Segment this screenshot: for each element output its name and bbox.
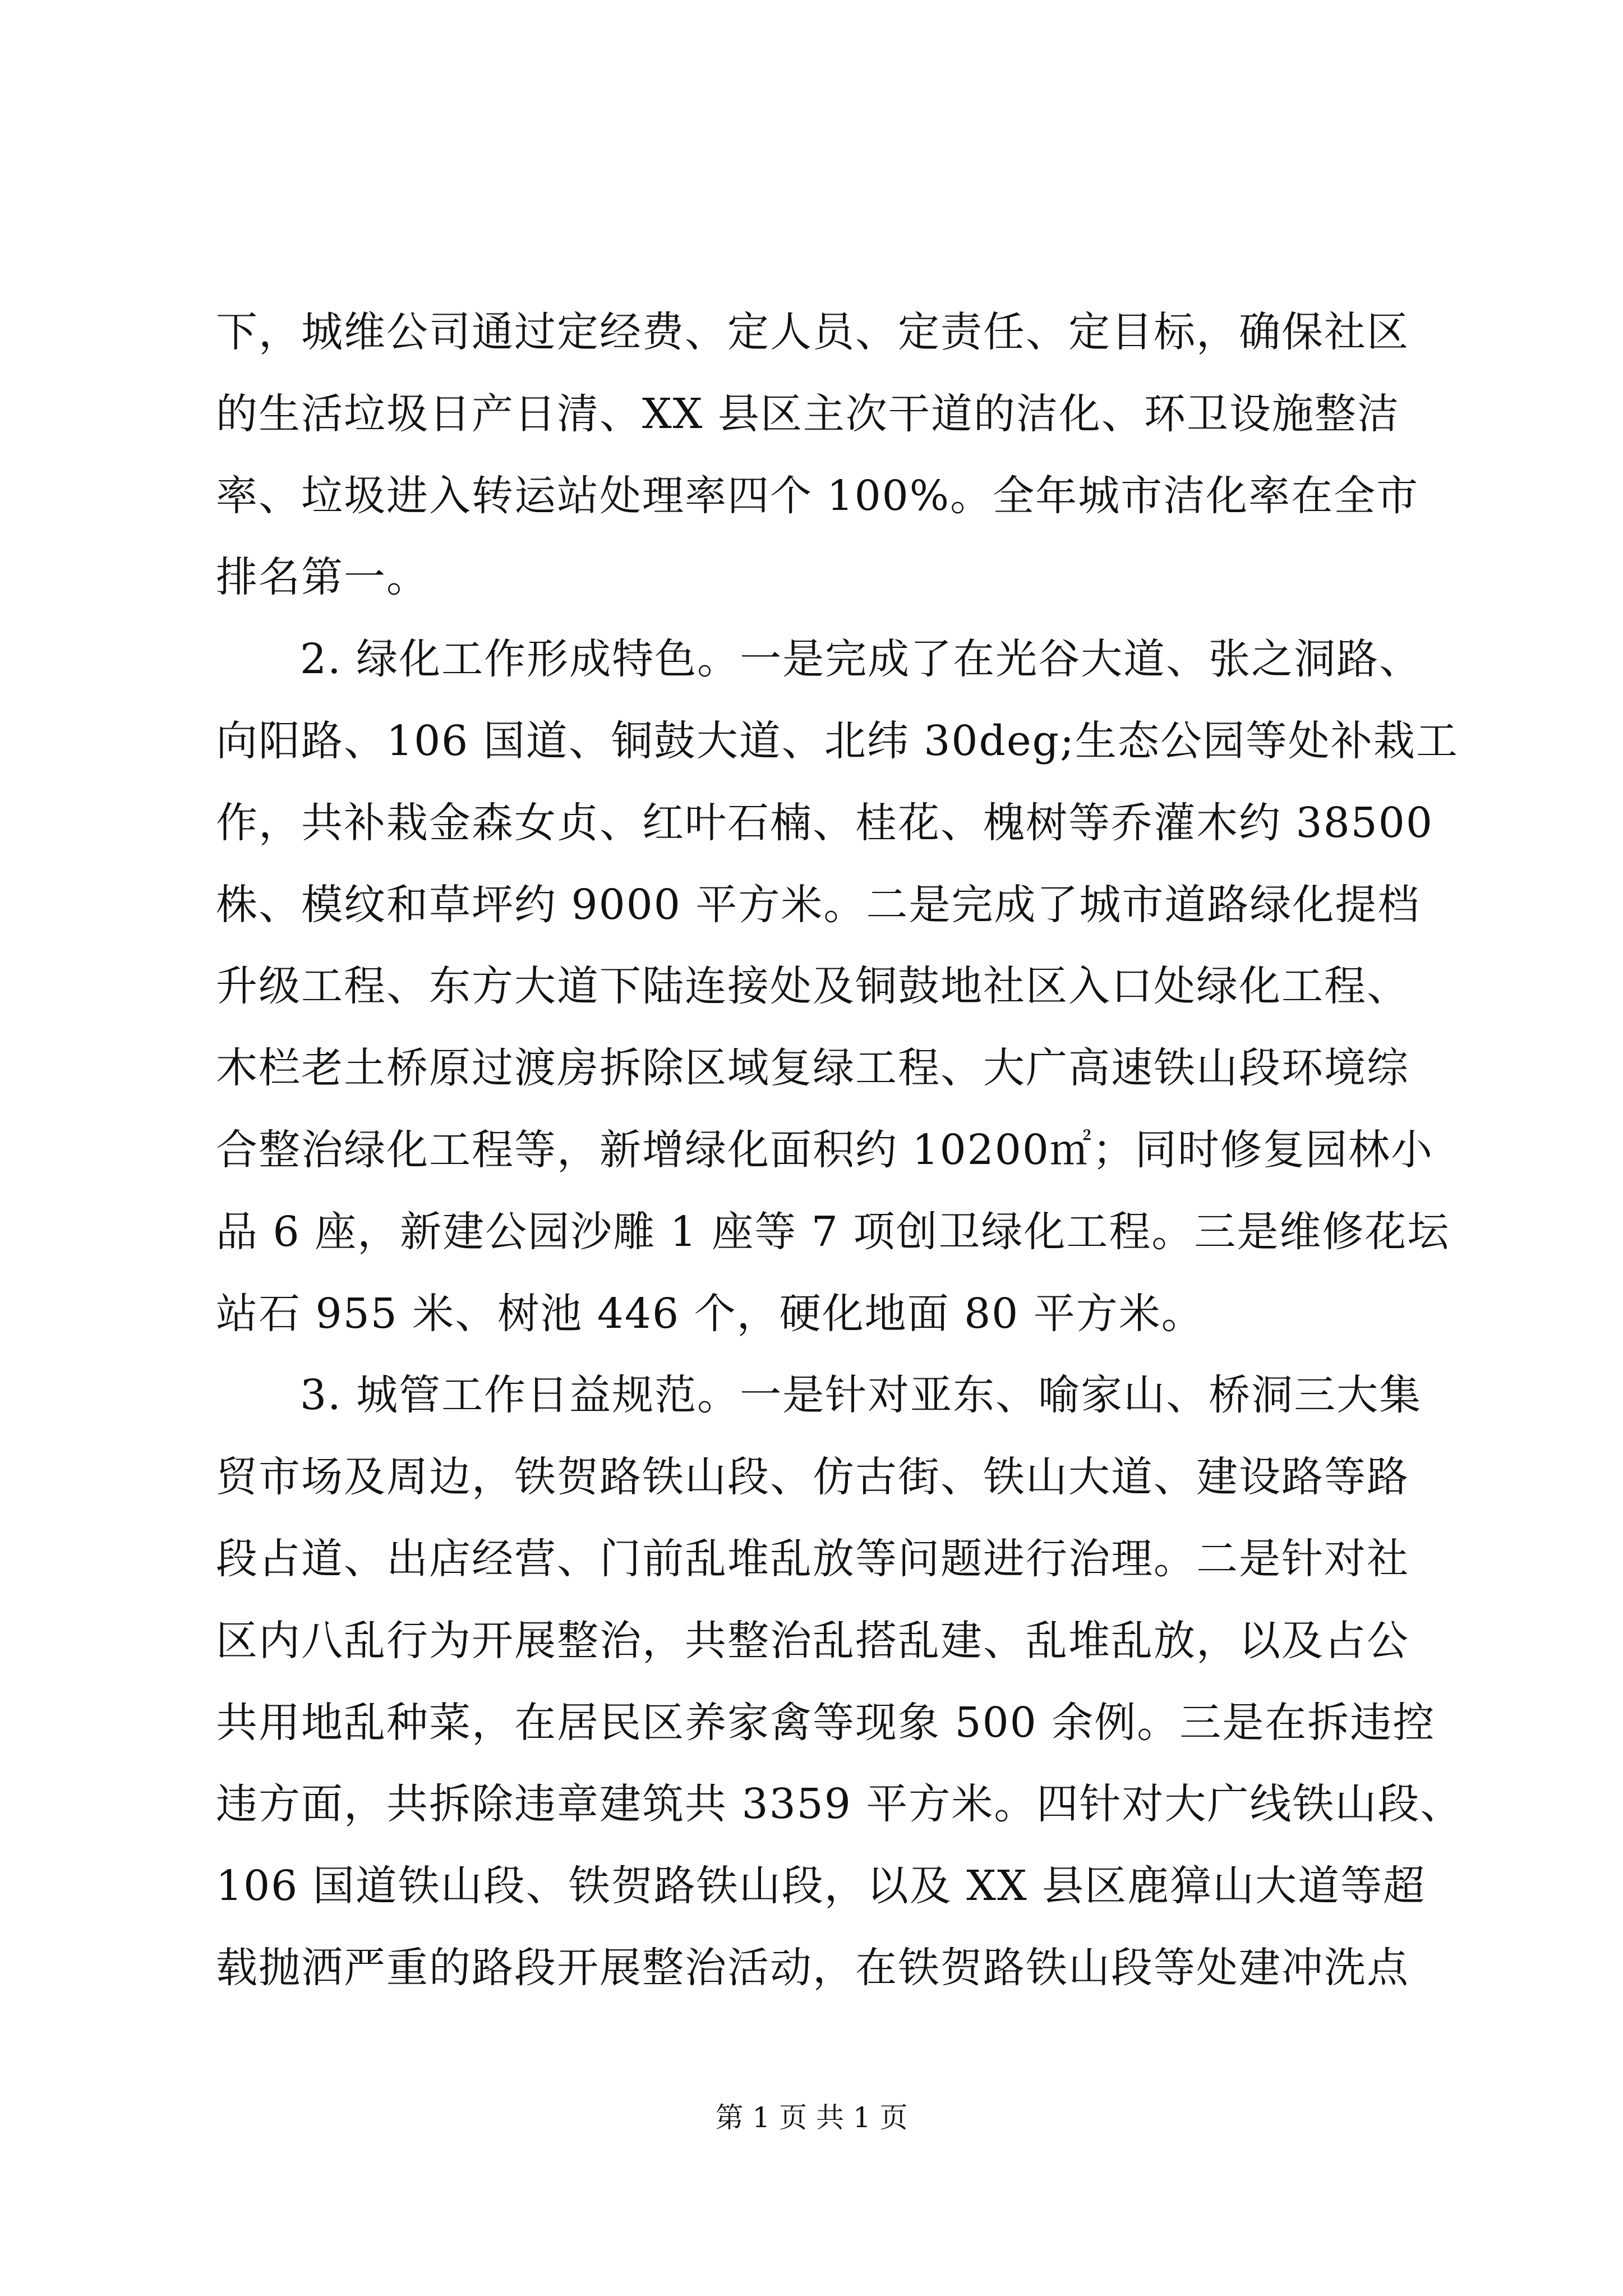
text-line: 载抛洒严重的路段开展整治活动，在铁贺路铁山段等处建冲洗点 (216, 1943, 1409, 1992)
text-line: 合整治绿化工程等，新增绿化面积约 10200㎡；同时修复园林小 (216, 1125, 1433, 1174)
text-line: 株、模纹和草坪约 9000 平方米。二是完成了城市道路绿化提档 (216, 880, 1421, 929)
text-line: 的生活垃圾日产日清、XX 县区主次干道的洁化、环卫设施整洁 (216, 389, 1400, 438)
text-line: 品 6 座，新建公园沙雕 1 座等 7 项创卫绿化工程。三是维修花坛 (216, 1207, 1450, 1256)
text-line: 段占道、出店经营、门前乱堆乱放等问题进行治理。二是针对社 (216, 1534, 1409, 1583)
text-line: 排名第一。 (216, 553, 429, 602)
page-footer (0, 2098, 1623, 2137)
text-line: 升级工程、东方大道下陆连接处及铜鼓地社区入口处绿化工程、 (216, 962, 1409, 1011)
body-text (216, 292, 1463, 2009)
page-number-label: 第 1 页 共 1 页 (715, 2101, 908, 2134)
text-line: 木栏老土桥原过渡房拆除区域复绿工程、大广高速铁山段环境综 (216, 1044, 1409, 1093)
text-line: 违方面，共拆除违章建筑共 3359 平方米。四针对大广线铁山段、 (216, 1780, 1463, 1829)
text-line: 共用地乱种菜，在居民区养家禽等现象 500 余例。三是在拆违控 (216, 1698, 1436, 1747)
text-line: 率、垃圾进入转运站处理率四个 100%。全年城市洁化率在全市 (216, 471, 1419, 520)
text-line: 向阳路、106 国道、铜鼓大道、北纬 30deg;生态公园等处补栽工 (216, 716, 1459, 765)
text-line: 区内八乱行为开展整治，共整治乱搭乱建、乱堆乱放，以及占公 (216, 1616, 1409, 1665)
text-line: 106 国道铁山段、铁贺路铁山段，以及 XX 县区鹿獐山大道等超 (216, 1862, 1426, 1911)
text-line: 贸市场及周边，铁贺路铁山段、仿古街、铁山大道、建设路等路 (216, 1453, 1409, 1502)
text-line: 作，共补栽金森女贞、红叶石楠、桂花、槐树等乔灌木约 38500 (216, 798, 1433, 847)
text-line: 站石 955 米、树池 446 个，硬化地面 80 平方米。 (216, 1289, 1204, 1338)
text-line: 3. 城管工作日益规范。一是针对亚东、喻家山、桥洞三大集 (300, 1371, 1422, 1420)
text-line: 下，城维公司通过定经费、定人员、定责任、定目标，确保社区 (216, 308, 1409, 356)
text-line: 2. 绿化工作形成特色。一是完成了在光谷大道、张之洞路、 (300, 635, 1422, 684)
